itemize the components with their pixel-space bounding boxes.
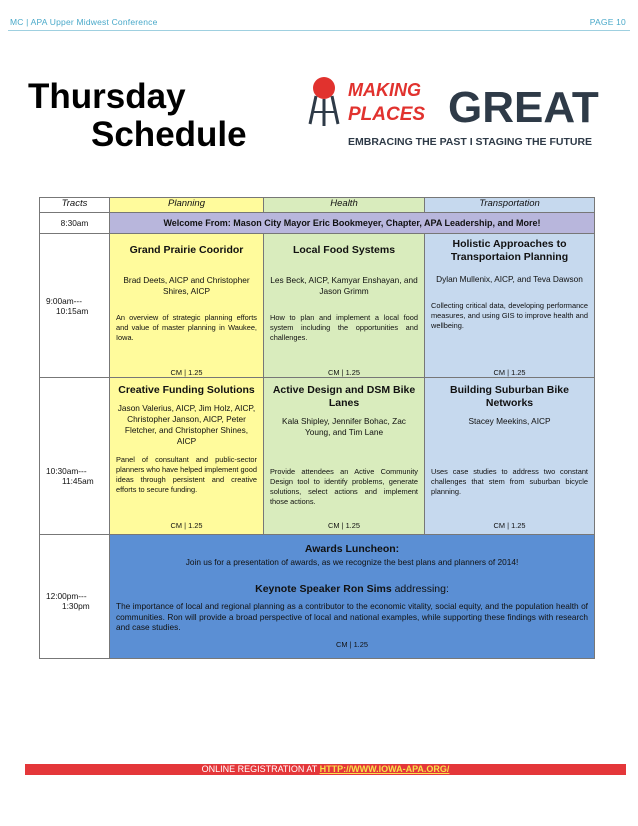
session-speakers: Dylan Mullenix, AICP, and Teva Dawson [436,274,583,284]
lunch-time [40,535,110,659]
title-line-2: Schedule [91,115,247,154]
header-transportation: Transportation [425,198,595,213]
session-title: Holistic Approaches to Transportaion Planning [450,238,569,263]
lunch-row [40,535,595,659]
session-description: Provide attendees an Active Community Design tool to identify problems, generate solutions, select actions and implement those actions. [270,467,418,506]
session-speakers: Brad Deets, AICP and Christopher Shires, AICP [123,275,250,296]
keynote-speaker: Keynote Speaker Ron Sims [255,583,392,595]
registration-footer [25,764,626,775]
block2-time-start: 10:30am--- [46,466,87,476]
session-title: Local Food Systems [292,244,396,256]
page-title [28,78,247,154]
lunch-cm: CM | 1.25 [336,639,368,649]
header-page-number: PAGE 10 [589,17,626,27]
session-speakers: Kala Shipley, Jennifer Bohac, Zac Young, and Tim Lane [282,416,406,437]
session-cm: CM | 1.25 [328,368,360,377]
session-title: Building Suburban Bike Networks [449,384,569,409]
session-description: An overview of strategic planning efforts and value of master planning in Waukee, Iowa. [116,313,257,342]
keynote-title [116,583,588,595]
session-cm: CM | 1.25 [493,368,526,377]
session-speakers: Stacey Meekins, AICP [468,416,551,426]
welcome-time: 8:30am [40,213,110,234]
session-row-2 [40,378,595,535]
logo-tagline: EMBRACING THE PAST I STAGING THE FUTURE [348,136,593,148]
header-conference: MC | APA Upper Midwest Conference [10,17,158,27]
lunch-session [110,535,595,659]
header-planning: Planning [110,198,264,213]
keynote-description: The importance of local and regional planning as a contributor to the economic vitality, social equity, and the population health of communities. Ron will provide a broad perspective of local and national examples, while supporting these findings with research and case studies. [116,601,588,632]
footer-text: ONLINE REGISTRATION AT [201,764,320,774]
session-cm: CM | 1.25 [493,521,526,530]
session-title: Grand Prairie Cooridor [129,244,244,256]
schedule-table [39,197,595,659]
session-cm: CM | 1.25 [170,368,203,377]
session-grand-prairie [110,234,264,378]
session-description: Uses case studies to address two constant challenges that stem from suburban bicycle planning. [431,467,588,496]
block1-time-end: 10:15am [56,305,89,316]
header-tracts: Tracts [40,198,110,213]
block2-time-end: 11:45am [62,476,94,486]
session-creative-funding [110,378,264,535]
session-row-1 [40,234,595,378]
keynote-addressing: addressing: [391,583,449,595]
header-row [40,198,595,213]
welcome-row [40,213,595,234]
logo-great: GREAT [448,83,599,132]
logo-places: PLACES [348,104,426,125]
registration-link[interactable]: HTTP://WWW.IOWA-APA.ORG/ [319,764,450,774]
awards-subtitle: Join us for a presentation of awards, as we recognize the best plans and planners of 2014! [185,557,519,567]
header-rule [8,30,630,31]
block1-time-start: 9:00am--- [46,295,82,306]
welcome-text: Welcome From: Mason City Mayor Eric Bookmeyer, Chapter, APA Leadership, and More! [110,213,595,234]
pin-icon [310,77,338,126]
session-title: Creative Funding Solutions [118,384,255,396]
session-local-food [264,234,425,378]
session-speakers: Jason Valerius, AICP, Jim Holz, AICP, Christopher Janson, AICP, Peter Fletcher, and Christopher Shines, AICP [117,403,256,446]
session-cm: CM | 1.25 [328,521,360,530]
lunch-time-end: 1:30pm [62,600,90,611]
page-header [10,14,626,28]
session-title: Active Design and DSM Bike Lanes [272,384,416,409]
title-line-1: Thursday [28,77,186,116]
session-active-design [264,378,425,535]
logo-making: MAKING [348,80,421,100]
session-suburban-bike [425,378,595,535]
session-cm: CM | 1.25 [170,521,203,530]
session-holistic [425,234,595,378]
session-description: Collecting critical data, developing performance measures, and using GIS to improve health and wellbeing. [431,301,588,330]
header-health: Health [264,198,425,213]
block1-time [40,234,110,378]
making-places-great-logo [308,72,608,158]
logo-graphic [308,72,608,158]
session-speakers: Les Beck, AICP, Kamyar Enshayan, and Jason Grimm [270,275,418,296]
lunch-time-start: 12:00pm--- [46,590,87,601]
session-description: Panel of consultant and public-sector planners who have helped implement good ideas through persistent and creative efforts to secure funding. [116,455,257,494]
awards-title: Awards Luncheon: [304,543,400,555]
block2-time [40,378,110,535]
session-description: How to plan and implement a local food system including the opportunities and challenges. [270,313,418,342]
